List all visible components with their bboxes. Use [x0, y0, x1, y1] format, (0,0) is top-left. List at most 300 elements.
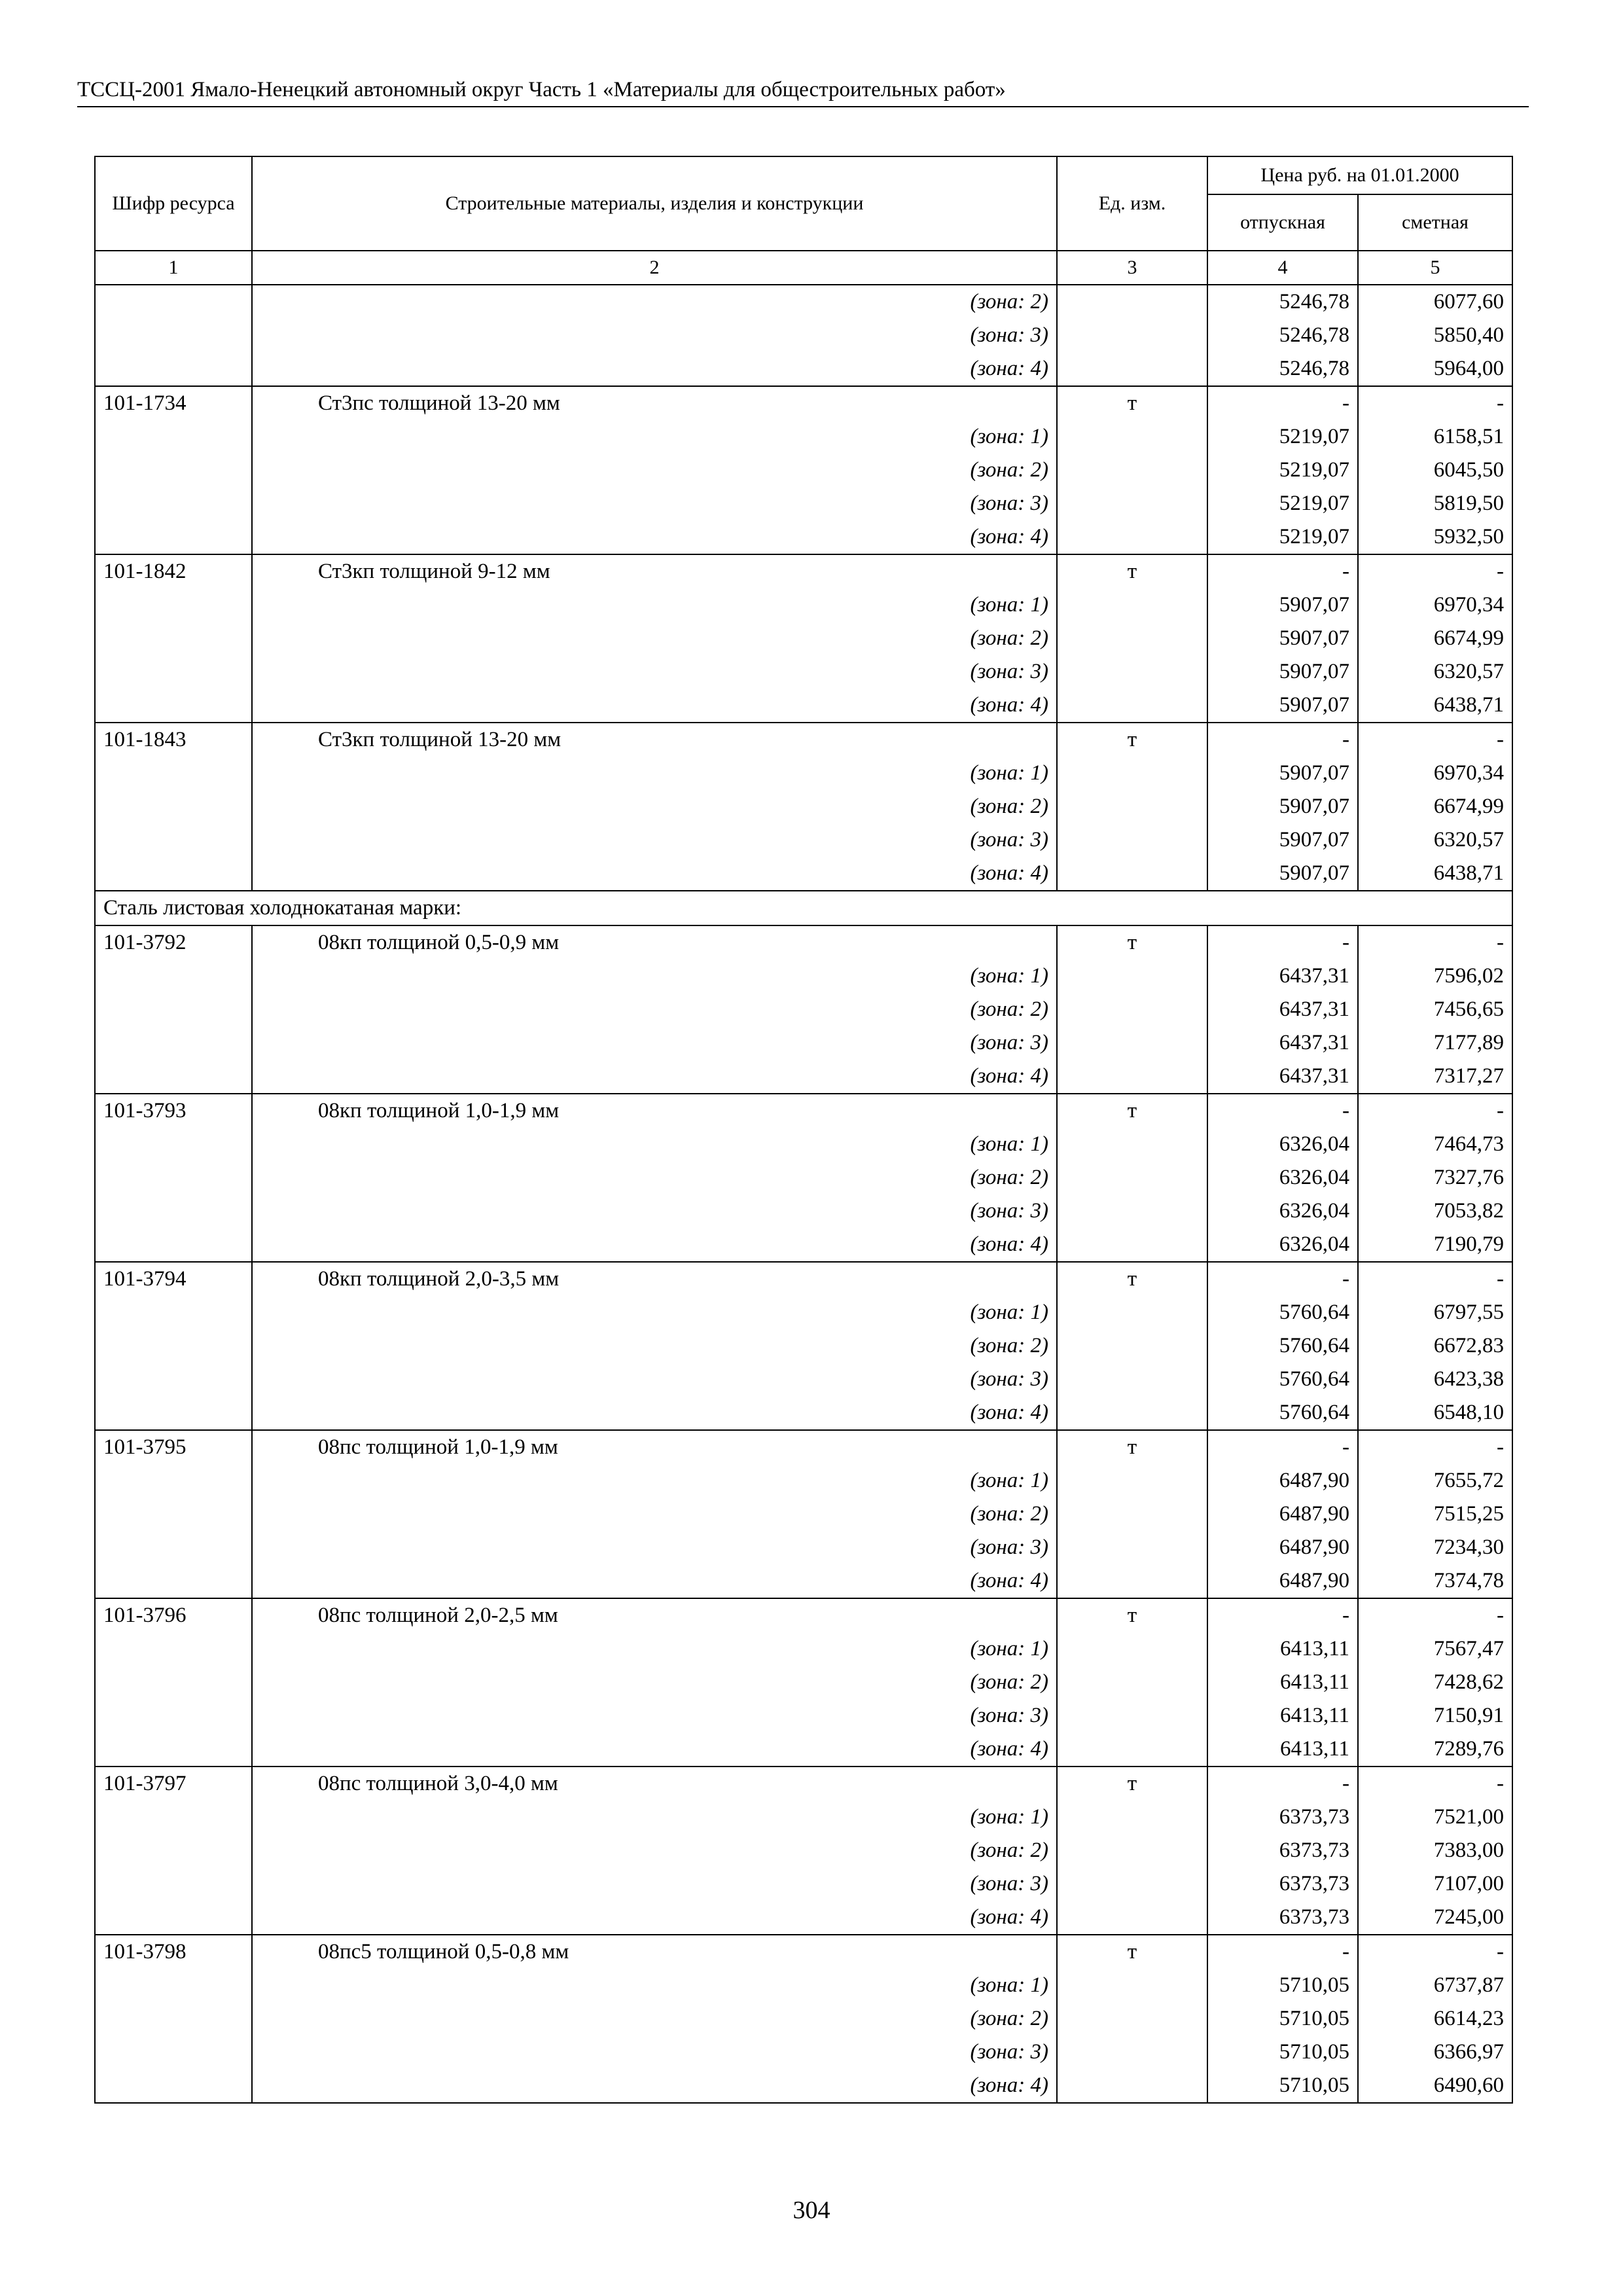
col-number-4: 4: [1207, 251, 1358, 285]
material-name: 08кп толщиной 2,0-3,5 мм: [252, 1262, 1057, 1296]
table-row: [95, 1732, 1512, 1767]
release-price: 6413,11: [1207, 1666, 1358, 1699]
code-cell: [95, 588, 252, 622]
table-row: [95, 1699, 1512, 1732]
zone-label: (зона: 4): [252, 1228, 1057, 1262]
table-row: [95, 588, 1512, 622]
table-row: [95, 1666, 1512, 1699]
estimate-price: 7596,02: [1358, 960, 1512, 993]
table-row: [95, 1498, 1512, 1531]
unit-cell: т: [1057, 925, 1207, 960]
estimate-price: 6970,34: [1358, 757, 1512, 790]
estimate-price: 7383,00: [1358, 1834, 1512, 1867]
code-cell: [95, 2036, 252, 2069]
code-cell: [95, 960, 252, 993]
estimate-price: 6320,57: [1358, 823, 1512, 857]
zone-label: (зона: 1): [252, 757, 1057, 790]
release-price: 6326,04: [1207, 1194, 1358, 1228]
unit-cell: т: [1057, 723, 1207, 757]
unit-cell: [1057, 757, 1207, 790]
table-row: [95, 823, 1512, 857]
zone-label: (зона: 3): [252, 319, 1057, 352]
zone-label: (зона: 1): [252, 1128, 1057, 1161]
unit-cell: [1057, 1699, 1207, 1732]
unit-cell: [1057, 487, 1207, 520]
estimate-price: 6674,99: [1358, 790, 1512, 823]
zone-label: (зона: 3): [252, 1867, 1057, 1901]
table-row: [95, 1026, 1512, 1060]
code-cell: [95, 2069, 252, 2103]
table-row: [95, 993, 1512, 1026]
zone-label: (зона: 3): [252, 1699, 1057, 1732]
estimate-price: -: [1358, 1767, 1512, 1801]
unit-cell: т: [1057, 1598, 1207, 1632]
code-cell: [95, 520, 252, 554]
zone-label: (зона: 4): [252, 352, 1057, 386]
zone-label: (зона: 4): [252, 520, 1057, 554]
unit-cell: [1057, 2036, 1207, 2069]
release-price: 5907,07: [1207, 790, 1358, 823]
unit-cell: [1057, 1464, 1207, 1498]
zone-label: (зона: 4): [252, 1564, 1057, 1598]
release-price: -: [1207, 925, 1358, 960]
col-release-header: отпускная: [1207, 194, 1358, 251]
table-row: [95, 454, 1512, 487]
estimate-price: 7515,25: [1358, 1498, 1512, 1531]
zone-label: (зона: 2): [252, 1498, 1057, 1531]
code-cell: [95, 1396, 252, 1430]
code-cell: [95, 1498, 252, 1531]
unit-cell: [1057, 1194, 1207, 1228]
code-cell: [95, 1531, 252, 1564]
col-number-2: 2: [252, 251, 1057, 285]
resource-code: 101-1842: [95, 554, 252, 588]
release-price: 5907,07: [1207, 757, 1358, 790]
release-price: -: [1207, 723, 1358, 757]
unit-cell: [1057, 790, 1207, 823]
estimate-price: 5850,40: [1358, 319, 1512, 352]
table-row: [95, 1531, 1512, 1564]
release-price: 6487,90: [1207, 1498, 1358, 1531]
unit-cell: [1057, 1363, 1207, 1396]
unit-cell: [1057, 1969, 1207, 2002]
material-name: Ст3пс толщиной 13-20 мм: [252, 386, 1057, 420]
table-row: [95, 925, 1512, 960]
group-title: Сталь листовая холоднокатаная марки:: [95, 891, 1512, 925]
zone-label: (зона: 1): [252, 960, 1057, 993]
unit-cell: [1057, 285, 1207, 319]
release-price: 6373,73: [1207, 1901, 1358, 1935]
estimate-price: 6423,38: [1358, 1363, 1512, 1396]
zone-label: (зона: 1): [252, 1632, 1057, 1666]
unit-cell: [1057, 1128, 1207, 1161]
zone-label: (зона: 2): [252, 454, 1057, 487]
estimate-price: 5819,50: [1358, 487, 1512, 520]
unit-cell: [1057, 1531, 1207, 1564]
code-cell: [95, 857, 252, 891]
unit-cell: [1057, 689, 1207, 723]
zone-label: (зона: 1): [252, 1296, 1057, 1329]
zone-label: (зона: 1): [252, 588, 1057, 622]
estimate-price: 7374,78: [1358, 1564, 1512, 1598]
estimate-price: -: [1358, 1094, 1512, 1128]
unit-cell: [1057, 420, 1207, 454]
code-cell: [95, 319, 252, 352]
table-row: [95, 1296, 1512, 1329]
release-price: -: [1207, 1598, 1358, 1632]
estimate-price: -: [1358, 1598, 1512, 1632]
code-cell: [95, 689, 252, 723]
zone-label: (зона: 3): [252, 1363, 1057, 1396]
zone-label: (зона: 2): [252, 1329, 1057, 1363]
estimate-price: 7456,65: [1358, 993, 1512, 1026]
table-row: [95, 1094, 1512, 1128]
release-price: 6326,04: [1207, 1161, 1358, 1194]
unit-cell: [1057, 520, 1207, 554]
release-price: 6437,31: [1207, 1060, 1358, 1094]
release-price: -: [1207, 1935, 1358, 1969]
code-cell: [95, 1296, 252, 1329]
zone-label: (зона: 1): [252, 420, 1057, 454]
unit-cell: т: [1057, 1935, 1207, 1969]
material-name: Ст3кп толщиной 9-12 мм: [252, 554, 1057, 588]
table-row: [95, 1430, 1512, 1464]
estimate-price: 7234,30: [1358, 1531, 1512, 1564]
estimate-price: 6366,97: [1358, 2036, 1512, 2069]
code-cell: [95, 420, 252, 454]
col-number-3: 3: [1057, 251, 1207, 285]
zone-label: (зона: 1): [252, 1801, 1057, 1834]
resource-code: 101-3794: [95, 1262, 252, 1296]
code-cell: [95, 1632, 252, 1666]
estimate-price: -: [1358, 1935, 1512, 1969]
release-price: 6373,73: [1207, 1801, 1358, 1834]
zone-label: (зона: 3): [252, 655, 1057, 689]
unit-cell: [1057, 1801, 1207, 1834]
table-row: [95, 1834, 1512, 1867]
table-row: [95, 1901, 1512, 1935]
table-row: [95, 723, 1512, 757]
code-cell: [95, 622, 252, 655]
zone-label: (зона: 4): [252, 857, 1057, 891]
col-estimate-header: сметная: [1358, 194, 1512, 251]
table-row: [95, 1060, 1512, 1094]
estimate-price: 7567,47: [1358, 1632, 1512, 1666]
release-price: 5907,07: [1207, 689, 1358, 723]
code-cell: [95, 1228, 252, 1262]
release-price: 5219,07: [1207, 487, 1358, 520]
unit-cell: [1057, 319, 1207, 352]
release-price: 6373,73: [1207, 1867, 1358, 1901]
code-cell: [95, 285, 252, 319]
table-row: [95, 1262, 1512, 1296]
code-cell: [95, 1161, 252, 1194]
unit-cell: [1057, 2002, 1207, 2036]
zone-label: (зона: 4): [252, 1732, 1057, 1767]
estimate-price: 7289,76: [1358, 1732, 1512, 1767]
zone-label: (зона: 3): [252, 1531, 1057, 1564]
release-price: 5907,07: [1207, 588, 1358, 622]
release-price: 6413,11: [1207, 1632, 1358, 1666]
material-name: 08пс толщиной 3,0-4,0 мм: [252, 1767, 1057, 1801]
unit-cell: [1057, 823, 1207, 857]
release-price: -: [1207, 1094, 1358, 1128]
estimate-price: 7190,79: [1358, 1228, 1512, 1262]
code-cell: [95, 1060, 252, 1094]
release-price: -: [1207, 386, 1358, 420]
table-row: [95, 386, 1512, 420]
table-row: [95, 1935, 1512, 1969]
page-header: ТССЦ-2001 Ямало-Ненецкий автономный округ Часть 1 «Материалы для общестроительных работ»: [77, 73, 1529, 107]
code-cell: [95, 1666, 252, 1699]
unit-cell: [1057, 1632, 1207, 1666]
release-price: 5760,64: [1207, 1363, 1358, 1396]
page-number: 304: [793, 2197, 830, 2224]
table-row: [95, 960, 1512, 993]
release-price: 5760,64: [1207, 1396, 1358, 1430]
zone-label: (зона: 4): [252, 689, 1057, 723]
table-row: [95, 2069, 1512, 2103]
estimate-price: 6797,55: [1358, 1296, 1512, 1329]
code-cell: [95, 1464, 252, 1498]
release-price: 5760,64: [1207, 1296, 1358, 1329]
unit-cell: т: [1057, 1262, 1207, 1296]
estimate-price: 7521,00: [1358, 1801, 1512, 1834]
unit-cell: [1057, 1296, 1207, 1329]
zone-label: (зона: 2): [252, 1161, 1057, 1194]
table-row: [95, 1228, 1512, 1262]
estimate-price: 6320,57: [1358, 655, 1512, 689]
resource-code: 101-3798: [95, 1935, 252, 1969]
unit-cell: [1057, 454, 1207, 487]
table-row: [95, 857, 1512, 891]
code-cell: [95, 1699, 252, 1732]
release-price: 6487,90: [1207, 1564, 1358, 1598]
estimate-price: 7464,73: [1358, 1128, 1512, 1161]
unit-cell: [1057, 1666, 1207, 1699]
release-price: 6437,31: [1207, 960, 1358, 993]
code-cell: [95, 993, 252, 1026]
release-price: 6326,04: [1207, 1228, 1358, 1262]
table-row: [95, 1564, 1512, 1598]
material-name: 08пс толщиной 1,0-1,9 мм: [252, 1430, 1057, 1464]
table-row: [95, 1329, 1512, 1363]
table-row: [95, 1363, 1512, 1396]
table-row: [95, 1767, 1512, 1801]
resource-code: 101-1843: [95, 723, 252, 757]
zone-label: (зона: 4): [252, 2069, 1057, 2103]
unit-cell: [1057, 1396, 1207, 1430]
unit-cell: [1057, 857, 1207, 891]
release-price: 5710,05: [1207, 2036, 1358, 2069]
estimate-price: 7150,91: [1358, 1699, 1512, 1732]
resource-code: 101-1734: [95, 386, 252, 420]
release-price: 5907,07: [1207, 622, 1358, 655]
table-row: [95, 1632, 1512, 1666]
estimate-price: 6737,87: [1358, 1969, 1512, 2002]
release-price: 5907,07: [1207, 823, 1358, 857]
estimate-price: 7177,89: [1358, 1026, 1512, 1060]
estimate-price: 6548,10: [1358, 1396, 1512, 1430]
estimate-price: -: [1358, 723, 1512, 757]
table-row: [95, 622, 1512, 655]
release-price: -: [1207, 1767, 1358, 1801]
zone-label: (зона: 2): [252, 1834, 1057, 1867]
table-row: [95, 1128, 1512, 1161]
release-price: -: [1207, 554, 1358, 588]
unit-cell: [1057, 1026, 1207, 1060]
code-cell: [95, 487, 252, 520]
zone-label: (зона: 4): [252, 1060, 1057, 1094]
table-body: [95, 285, 1512, 2103]
table-row: [95, 2002, 1512, 2036]
zone-label: (зона: 3): [252, 2036, 1057, 2069]
estimate-price: 7245,00: [1358, 1901, 1512, 1935]
estimate-price: 7317,27: [1358, 1060, 1512, 1094]
zone-label: (зона: 1): [252, 1464, 1057, 1498]
code-cell: [95, 1329, 252, 1363]
table-row: [95, 420, 1512, 454]
col-number-5: 5: [1358, 251, 1512, 285]
estimate-price: 6674,99: [1358, 622, 1512, 655]
estimate-price: 5932,50: [1358, 520, 1512, 554]
release-price: 5246,78: [1207, 319, 1358, 352]
release-price: 6373,73: [1207, 1834, 1358, 1867]
unit-cell: т: [1057, 1430, 1207, 1464]
estimate-price: 6438,71: [1358, 857, 1512, 891]
material-name: 08пс толщиной 2,0-2,5 мм: [252, 1598, 1057, 1632]
resource-code: 101-3795: [95, 1430, 252, 1464]
zone-label: (зона: 2): [252, 2002, 1057, 2036]
estimate-price: 6970,34: [1358, 588, 1512, 622]
estimate-price: 6490,60: [1358, 2069, 1512, 2103]
release-price: 6437,31: [1207, 1026, 1358, 1060]
material-name: 08кп толщиной 0,5-0,9 мм: [252, 925, 1057, 960]
resource-code: 101-3793: [95, 1094, 252, 1128]
zone-label: (зона: 3): [252, 1026, 1057, 1060]
resource-code: 101-3797: [95, 1767, 252, 1801]
table-row: [95, 790, 1512, 823]
estimate-price: 6672,83: [1358, 1329, 1512, 1363]
release-price: 6487,90: [1207, 1464, 1358, 1498]
unit-cell: [1057, 1161, 1207, 1194]
zone-label: (зона: 4): [252, 1396, 1057, 1430]
zone-label: (зона: 2): [252, 790, 1057, 823]
release-price: 5907,07: [1207, 857, 1358, 891]
release-price: 5246,78: [1207, 285, 1358, 319]
col-number-1: 1: [95, 251, 252, 285]
table-row: [95, 1969, 1512, 2002]
material-name: 08кп толщиной 1,0-1,9 мм: [252, 1094, 1057, 1128]
unit-cell: [1057, 1732, 1207, 1767]
table-row: [95, 891, 1512, 925]
release-price: 6413,11: [1207, 1732, 1358, 1767]
code-cell: [95, 454, 252, 487]
table-row: [95, 1194, 1512, 1228]
col-name-header: Строительные материалы, изделия и конструкции: [252, 156, 1057, 251]
table-row: [95, 1464, 1512, 1498]
unit-cell: [1057, 1228, 1207, 1262]
zone-label: (зона: 2): [252, 285, 1057, 319]
table-row: [95, 1867, 1512, 1901]
unit-cell: т: [1057, 1767, 1207, 1801]
estimate-price: 7053,82: [1358, 1194, 1512, 1228]
table-row: [95, 285, 1512, 319]
unit-cell: [1057, 655, 1207, 689]
estimate-price: 6077,60: [1358, 285, 1512, 319]
estimate-price: -: [1358, 1262, 1512, 1296]
col-price-header: Цена руб. на 01.01.2000: [1207, 156, 1512, 194]
unit-cell: [1057, 1901, 1207, 1935]
release-price: 6437,31: [1207, 993, 1358, 1026]
table-row: [95, 352, 1512, 386]
code-cell: [95, 1128, 252, 1161]
release-price: 5710,05: [1207, 2002, 1358, 2036]
table-row: [95, 757, 1512, 790]
resource-code: 101-3796: [95, 1598, 252, 1632]
unit-cell: т: [1057, 554, 1207, 588]
table-row: [95, 1161, 1512, 1194]
release-price: 6487,90: [1207, 1531, 1358, 1564]
unit-cell: [1057, 588, 1207, 622]
release-price: 5907,07: [1207, 655, 1358, 689]
zone-label: (зона: 2): [252, 993, 1057, 1026]
unit-cell: [1057, 1498, 1207, 1531]
code-cell: [95, 2002, 252, 2036]
estimate-price: 7107,00: [1358, 1867, 1512, 1901]
code-cell: [95, 757, 252, 790]
unit-cell: [1057, 1329, 1207, 1363]
estimate-price: 6438,71: [1358, 689, 1512, 723]
col-unit-header: Ед. изм.: [1057, 156, 1207, 251]
table-row: [95, 2036, 1512, 2069]
estimate-price: 5964,00: [1358, 352, 1512, 386]
release-price: 6326,04: [1207, 1128, 1358, 1161]
material-name: 08пс5 толщиной 0,5-0,8 мм: [252, 1935, 1057, 1969]
code-cell: [95, 1801, 252, 1834]
release-price: 5710,05: [1207, 2069, 1358, 2103]
table-row: [95, 689, 1512, 723]
zone-label: (зона: 3): [252, 823, 1057, 857]
code-cell: [95, 823, 252, 857]
unit-cell: [1057, 2069, 1207, 2103]
table-row: [95, 1396, 1512, 1430]
release-price: 5710,05: [1207, 1969, 1358, 2002]
resource-code: 101-3792: [95, 925, 252, 960]
code-cell: [95, 655, 252, 689]
release-price: -: [1207, 1430, 1358, 1464]
table-row: [95, 319, 1512, 352]
unit-cell: [1057, 622, 1207, 655]
code-cell: [95, 1026, 252, 1060]
unit-cell: [1057, 1060, 1207, 1094]
table-row: [95, 1801, 1512, 1834]
release-price: 6413,11: [1207, 1699, 1358, 1732]
zone-label: (зона: 3): [252, 1194, 1057, 1228]
zone-label: (зона: 4): [252, 1901, 1057, 1935]
release-price: 5219,07: [1207, 520, 1358, 554]
release-price: 5760,64: [1207, 1329, 1358, 1363]
code-cell: [95, 1901, 252, 1935]
release-price: 5219,07: [1207, 454, 1358, 487]
zone-label: (зона: 2): [252, 1666, 1057, 1699]
unit-cell: т: [1057, 386, 1207, 420]
table-row: [95, 520, 1512, 554]
estimate-price: 6614,23: [1358, 2002, 1512, 2036]
unit-cell: [1057, 1867, 1207, 1901]
unit-cell: [1057, 960, 1207, 993]
code-cell: [95, 1363, 252, 1396]
